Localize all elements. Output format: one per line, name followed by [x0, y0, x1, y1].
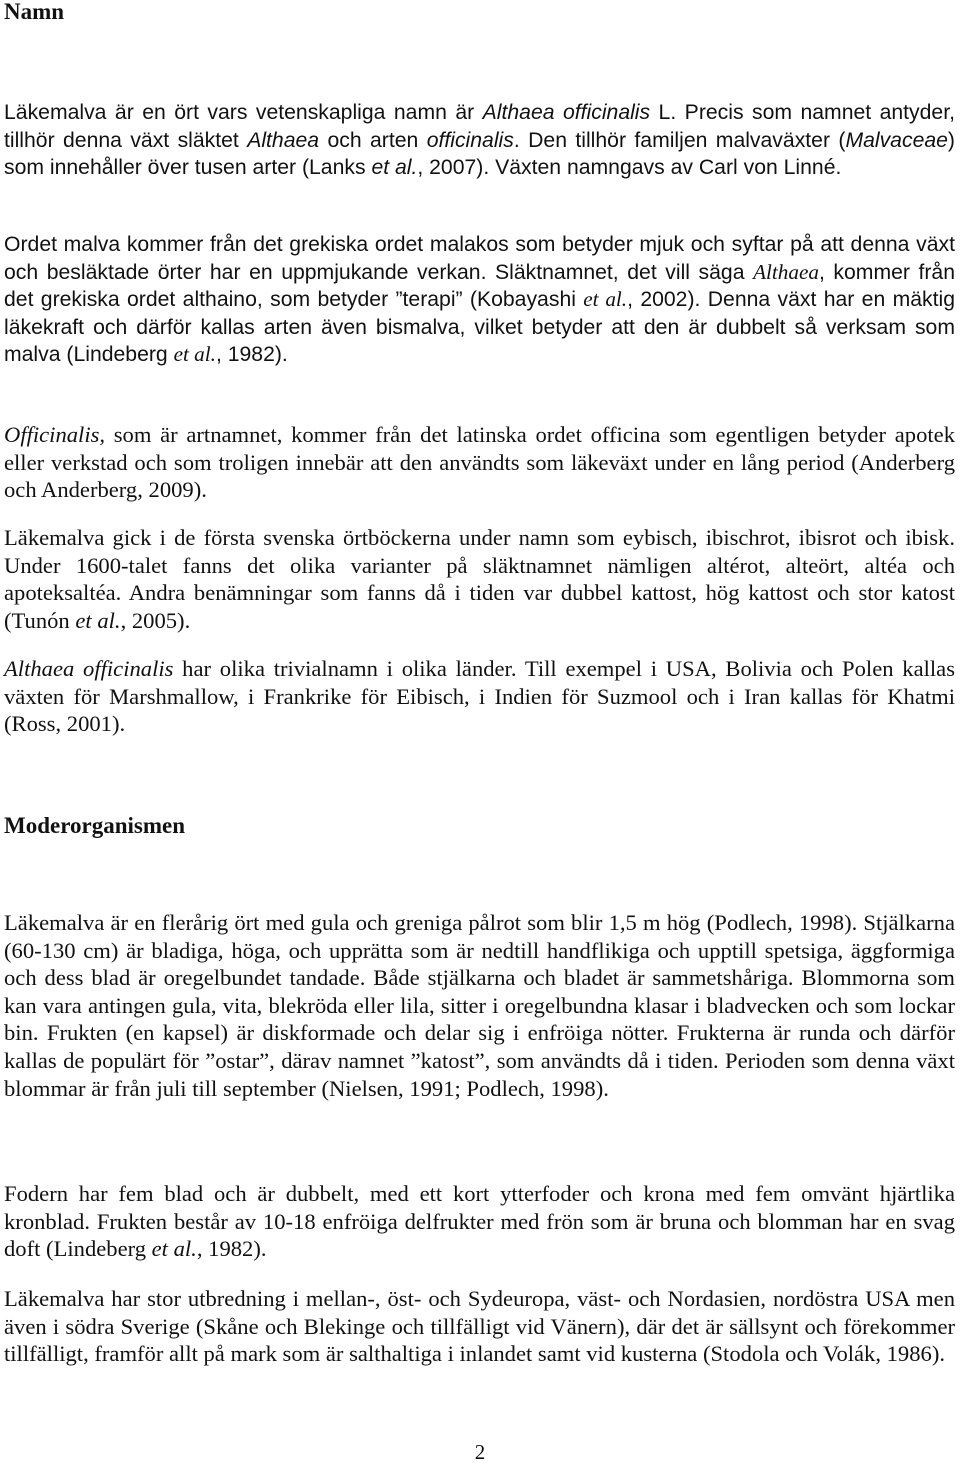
section-heading-namn: Namn: [4, 0, 65, 24]
section-heading-moderorganismen: Moderorganismen: [4, 813, 186, 838]
paragraph-moder-2: Fodern har fem blad och är dubbelt, med ett kort ytterfoder och krona med fem omvänt hjärtlika kronblad. Frukten består av 10-18 enfröiga delfrukter med frön som är bruna och blomman har en svag doft (Lindeberg et al., 1982).: [4, 1181, 955, 1262]
paragraph-namn-5: Althaea officinalis har olika trivialnamn i olika länder. Till exempel i USA, Bolivia och Polen kallas växten för Marshmallow, i Frankrike för Eibisch, i Indien för Suzmool och i Iran kallas för Khatmi (Ross, 2001).: [4, 656, 955, 737]
paragraph-moder-1: Läkemalva är en flerårig ört med gula och greniga pålrot som blir 1,5 m hög (Podlech, 1998). Stjälkarna (60-130 cm) är bladiga, höga, och upprätta som är nedtill handflikiga och upptill spetsiga, äggformiga och dess blad är oregelbundet tandade. Både stjälkarna och bladet är sammetshåriga. Blommorna som kan vara antingen gula, vita, blekröda eller lila, sitter i oregelbundna klasar i bladvecken och som lockar bin. Frukten (en kapsel) är diskformade och delar sig i enfröiga nötter. Frukterna är runda och därför kallas de populärt för ”ostar”, därav namnet ”katost”, som användts då i tiden. Perioden som denna växt blommar är från juli till september (Nielsen, 1991; Podlech, 1998).: [4, 910, 955, 1101]
page-number: 2: [474, 1440, 486, 1464]
paragraph-namn-4: Läkemalva gick i de första svenska örtböckerna under namn som eybisch, ibischrot, ibisrot och ibisk. Under 1600-talet fanns det olika varianter på släktnamnet nämligen altérot, alteört, altéa och apoteksaltéa. Andra benämningar som fanns då i tiden var dubbel kattost, hög kattost och stor katost (Tunón et al., 2005).: [4, 525, 955, 633]
paragraph-moder-3: Läkemalva har stor utbredning i mellan-, öst- och Sydeuropa, väst- och Nordasien, nordöstra USA men även i södra Sverige (Skåne och Blekinge och tillfälligt vid Vänern), där det är sällsynt och förekommer tillfälligt, framför allt på mark som är salthaltiga i inlandet samt vid kusterna (Stodola och Volák, 1986).: [4, 1286, 955, 1367]
paragraph-namn-2: Ordet malva kommer från det grekiska ordet malakos som betyder mjuk och syftar på att denna växt och besläktade örter har en uppmjukande verkan. Släktnamnet, det vill säga Althaea, kommer från det grekiska ordet althaino, som betyder ”terapi” (Kobayashi et al., 2002). Denna växt har en mäktig läkekraft och därför kallas arten även bismalva, vilket betyder att den är dubbelt så verksam som malva (Lindeberg et al., 1982).: [4, 233, 956, 367]
paragraph-namn-3: Officinalis, som är artnamnet, kommer från det latinska ordet officina som egentligen betyder apotek eller verkstad och som troligen innebär att den användts som läkeväxt under en lång period (Anderberg och Anderberg, 2009).: [4, 422, 955, 503]
paragraph-namn-1: Läkemalva är en ört vars vetenskapliga namn är Althaea officinalis L. Precis som namnet antyder, tillhör denna växt släktet Althaea och arten officinalis. Den tillhör familjen malvaväxter (Malvaceae) som innehåller över tusen arter (Lanks et al., 2007). Växten namngavs av Carl von Linné.: [4, 101, 955, 180]
